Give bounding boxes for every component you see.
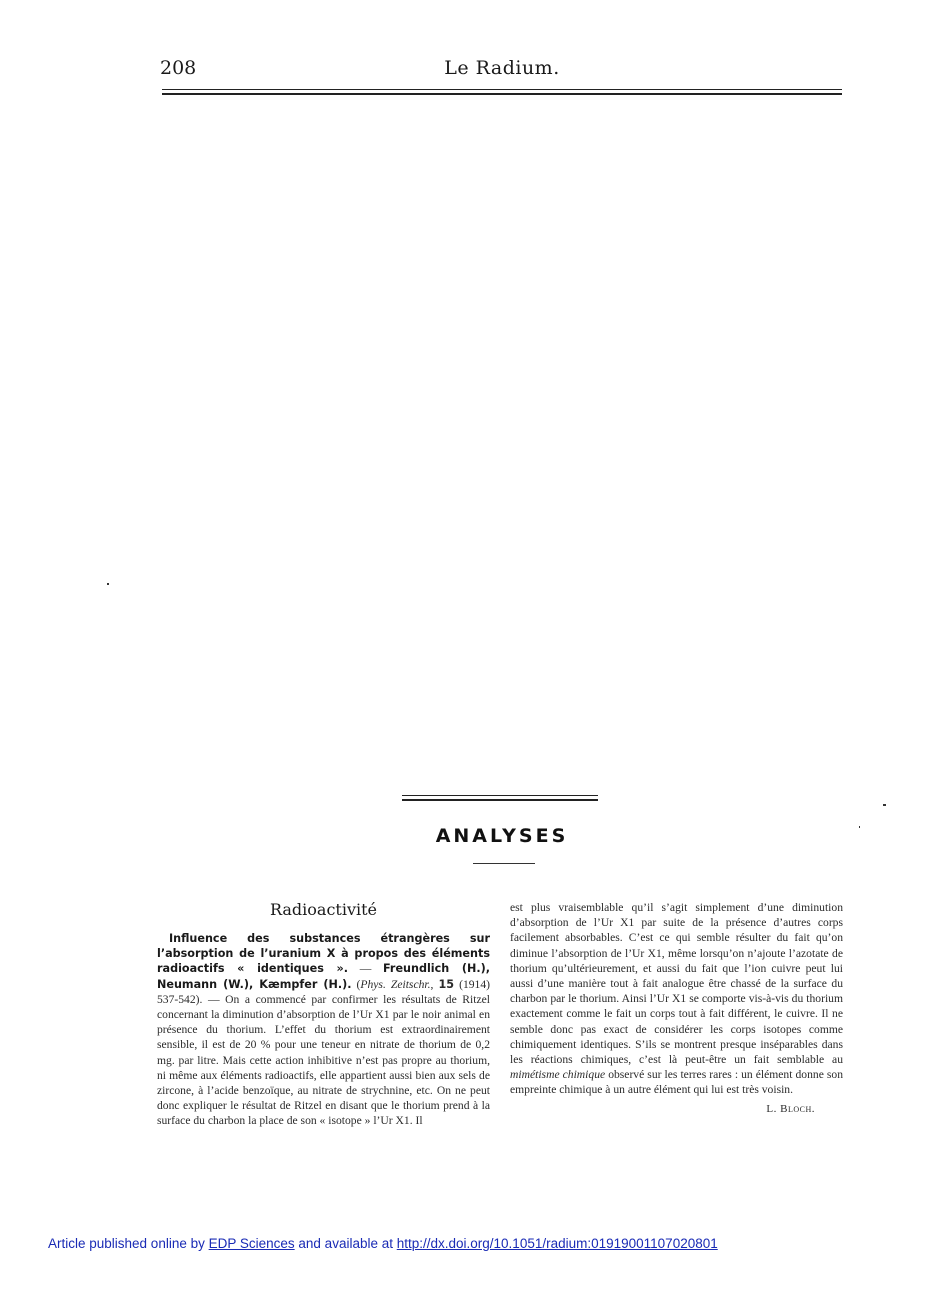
- authors: Freundlich (H.), Neumann (W.), Kæmpfer (H.).: [157, 962, 491, 991]
- journal-sep: ,: [430, 977, 439, 991]
- journal-name: Phys. Zeitschr.: [360, 977, 431, 991]
- analyses-heading: ANALYSES: [435, 825, 569, 847]
- header-rule: [162, 89, 842, 95]
- doi-link[interactable]: http://dx.doi.org/10.1051/radium:01919001107020801: [396, 1236, 718, 1251]
- article-paragraph: [157, 931, 490, 1129]
- signature: L. Bloch.: [766, 1102, 815, 1115]
- body-text-right: est plus vraisemblable qu’il s’agit simplement d’une diminution d’absorption de l’Ur X1 par suite de la présence d’autres corps facilement absorbables. C’est ce qui semble résulter du fait qu’on diminue l’absorption de l’Ur X1, même lorsqu’on n’ajoute l’azotate de thorium qu’ultérieurement, et aussi du fait que l’ion cuivre peut lui aussi d’une manière tout à fait analogue être chassé de la surface du charbon par le thorium. Ainsi l’Ur X1 se comporte vis-à-vis du thorium exactement comme le fait un corps tout à fait différent, le cuivre. Il ne semble donc pas exact de considérer les corps isotopes comme chimiquement identiques. S’ils se montrent presque inséparables dans les réactions chimiques, c’est là peut-être un fait semblable au: [510, 901, 843, 1067]
- reference-title: Influence des substances étrangères sur l’absorption de l’uranium X à propos des éléments radioactifs « identiques ».: [157, 932, 490, 976]
- volume: 15: [438, 977, 455, 991]
- pages: (1914) 537-542).: [157, 977, 491, 1006]
- analyses-rule: [402, 795, 598, 801]
- page-number: 208: [160, 57, 197, 79]
- article-paragraph-continued: [510, 900, 843, 1098]
- section-title: Radioactivité: [269, 900, 378, 919]
- stray-mark: [883, 804, 886, 806]
- footer-middle: and available at: [294, 1236, 397, 1251]
- analyses-underline: [473, 863, 535, 864]
- body-text-right-end: observé sur les terres rares : un élément donne son empreinte chimique à un autre élément qui lui est très voisin.: [510, 1068, 843, 1097]
- left-column: [157, 900, 490, 1129]
- journal-open: (: [351, 977, 361, 991]
- publisher-link[interactable]: EDP Sciences: [208, 1236, 295, 1251]
- right-column: [510, 900, 843, 1117]
- footer-prefix: Article published online by: [48, 1236, 209, 1251]
- footer: [48, 1236, 718, 1251]
- journal-title: Le Radium.: [444, 57, 560, 79]
- italic-term: mimétisme chimique: [510, 1068, 606, 1082]
- body-text-left: — On a commencé par confirmer les résultats de Ritzel concernant la diminution d’absorption de l’Ur X1 par le noir animal en présence du thorium. L’effet du thorium est extraordinairement sensible, il est de 20 % pour une teneur en nitrate de thorium de 0,2 mg. par litre. Mais cette action inhibitive n’est pas propre au thorium, ni même aux éléments radioactifs, elle appartient aussi bien aux sels de zircone, à l’acide benzoïque, au nitrate de strychnine, etc. On ne peut donc expliquer le résultat de Ritzel en disant que le thorium prend à la surface du charbon la place de son « isotope » l’Ur X1. Il: [157, 992, 490, 1128]
- dash: —: [348, 962, 383, 976]
- stray-mark: [107, 583, 109, 585]
